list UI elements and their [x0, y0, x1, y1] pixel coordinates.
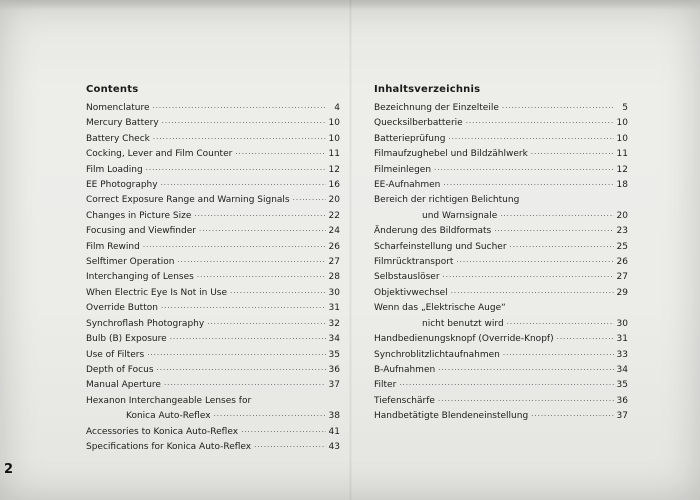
toc-entry-title: When Electric Eye Is Not in Use — [86, 287, 228, 298]
toc-entry — [374, 240, 628, 255]
toc-entry-title: Film Loading — [86, 164, 143, 175]
toc-entry — [374, 378, 628, 393]
dot-leader — [502, 101, 615, 116]
dot-leader — [207, 317, 325, 332]
toc-entry-page: 35 — [616, 380, 628, 391]
toc-entry — [374, 101, 628, 116]
toc-entry — [374, 301, 628, 332]
toc-entry-page: 25 — [616, 241, 628, 252]
toc-entry-page: 10 — [616, 133, 628, 144]
toc-entry — [374, 270, 628, 285]
toc-entry-title: EE-Aufnahmen — [374, 180, 441, 191]
toc-entry — [86, 440, 340, 455]
contents-list — [86, 101, 340, 455]
dot-leader — [507, 317, 614, 332]
toc-entry — [374, 409, 628, 424]
toc-entry — [86, 224, 340, 239]
toc-entry-title: Interchanging of Lenses — [86, 272, 194, 283]
toc-entry-page: 26 — [328, 241, 340, 252]
dot-leader — [443, 270, 614, 285]
toc-entry-title: Filmeinlegen — [374, 164, 432, 175]
toc-entry-title: Depth of Focus — [86, 364, 154, 375]
toc-entry — [374, 394, 628, 409]
toc-entry-title: Filmaufzughebel und Bildzählwerk — [374, 149, 528, 160]
dot-leader — [500, 209, 613, 224]
toc-entry-title: Synchroblitzlichtaufnahmen — [374, 349, 500, 360]
toc-entry — [374, 348, 628, 363]
dot-leader — [451, 286, 614, 301]
toc-entry-page: 28 — [328, 272, 340, 283]
toc-entry-title: Manual Aperture — [86, 380, 161, 391]
toc-entry — [86, 425, 340, 440]
toc-entry-page: 41 — [328, 426, 340, 437]
dot-leader — [146, 163, 326, 178]
toc-entry-page: 43 — [328, 441, 340, 452]
toc-entry-page: 4 — [334, 103, 340, 113]
toc-entry-page: 31 — [616, 334, 628, 345]
toc-entry — [374, 286, 628, 301]
toc-entry-title: Tiefenschärfe — [374, 395, 435, 406]
dot-leader — [214, 409, 326, 424]
toc-entry — [86, 193, 340, 208]
toc-entry — [86, 286, 340, 301]
toc-entry-page: 11 — [616, 149, 628, 160]
dot-leader — [254, 440, 325, 455]
toc-entry-page: 27 — [616, 272, 628, 283]
toc-entry-page: 30 — [328, 287, 340, 298]
toc-entry-page: 34 — [616, 364, 628, 375]
toc-entry-title: B-Aufnahmen — [374, 364, 436, 375]
dot-leader — [448, 132, 613, 147]
dot-leader — [197, 270, 326, 285]
toc-entry-page: 10 — [328, 133, 340, 144]
toc-entry-title: Cocking, Lever and Film Counter — [86, 149, 233, 160]
toc-entry-title: Focusing and Viewfinder — [86, 226, 196, 237]
toc-entry — [86, 147, 340, 162]
dot-leader — [503, 348, 614, 363]
toc-entry-page: 12 — [328, 164, 340, 175]
dot-leader — [438, 363, 613, 378]
dot-leader — [235, 147, 325, 162]
toc-entry-title: Filmrücktransport — [374, 257, 454, 268]
toc-entry-page: 22 — [328, 210, 340, 221]
toc-entry-title: Handbetätigte Blendeneinstellung — [374, 411, 529, 422]
toc-entry — [86, 101, 340, 116]
toc-entry-page: 36 — [616, 395, 628, 406]
toc-entry-page: 11 — [328, 149, 340, 160]
toc-entry-page: 10 — [328, 118, 340, 129]
toc-entry — [86, 209, 340, 224]
dot-leader — [456, 255, 613, 270]
inhaltsverzeichnis-column — [374, 82, 628, 425]
toc-entry — [86, 363, 340, 378]
toc-entry — [374, 178, 628, 193]
toc-entry — [86, 378, 340, 393]
toc-entry-title: Bulb (B) Exposure — [86, 334, 167, 345]
dot-leader — [531, 147, 614, 162]
dot-leader — [147, 348, 325, 363]
toc-entry-title: Batterieprüfung — [374, 133, 446, 144]
toc-entry-title: Accessories to Konica Auto-Reflex — [86, 426, 239, 437]
toc-entry — [374, 163, 628, 178]
dot-leader — [162, 116, 326, 131]
toc-entry-title: Bereich der richtigen Belichtung — [374, 195, 520, 206]
dot-leader — [434, 163, 614, 178]
toc-entry — [374, 332, 628, 347]
dot-leader — [443, 178, 613, 193]
toc-entry — [374, 116, 628, 131]
toc-entry-title: Battery Check — [86, 133, 150, 144]
toc-entry — [374, 363, 628, 378]
dot-leader — [164, 378, 326, 393]
toc-entry-title: Changes in Picture Size — [86, 210, 192, 221]
toc-entry — [86, 348, 340, 363]
contents-heading: Contents — [86, 84, 139, 95]
dot-leader — [170, 332, 326, 347]
dot-leader — [466, 116, 614, 131]
toc-entry — [86, 240, 340, 255]
toc-entry — [86, 178, 340, 193]
dot-leader — [230, 286, 326, 301]
dot-leader — [161, 301, 326, 316]
page-number: 2 — [4, 462, 14, 477]
toc-entry-page: 32 — [328, 318, 340, 329]
toc-entry — [86, 332, 340, 347]
toc-entry-subtitle: Konica Auto-Reflex — [126, 411, 211, 422]
toc-entry-page: 5 — [622, 103, 628, 113]
dot-leader — [143, 240, 326, 255]
toc-entry — [374, 147, 628, 162]
toc-entry-page: 10 — [616, 118, 628, 129]
toc-entry-title: Selbstauslöser — [374, 272, 440, 283]
toc-entry-title: Synchroflash Photography — [86, 318, 205, 329]
toc-entry-title: Mercury Battery — [86, 118, 159, 129]
toc-entry — [86, 116, 340, 131]
toc-entry — [86, 394, 340, 425]
toc-entry-title: Override Button — [86, 303, 158, 314]
dot-leader — [153, 132, 326, 147]
toc-entry-page: 31 — [328, 303, 340, 314]
dot-leader — [157, 363, 326, 378]
toc-entry-title: Filter — [374, 380, 397, 391]
page-fold — [349, 0, 352, 500]
toc-entry-page: 37 — [616, 411, 628, 422]
toc-entry-page: 38 — [328, 411, 340, 422]
toc-entry-page: 35 — [328, 349, 340, 360]
toc-entry-title: Wenn das „Elektrische Auge“ — [374, 303, 506, 314]
toc-entry-title: Specifications for Konica Auto-Reflex — [86, 441, 252, 452]
toc-entry-title: Film Rewind — [86, 241, 140, 252]
inhaltsverzeichnis-heading: Inhaltsverzeichnis — [374, 84, 481, 95]
toc-entry — [374, 132, 628, 147]
dot-leader — [199, 224, 326, 239]
dot-leader — [177, 255, 325, 270]
dot-leader — [241, 425, 325, 440]
dot-leader — [510, 240, 614, 255]
toc-entry-title: Hexanon Interchangeable Lenses for — [86, 395, 252, 406]
toc-entry-page: 36 — [328, 364, 340, 375]
toc-entry — [86, 132, 340, 147]
toc-entry-page: 24 — [328, 226, 340, 237]
toc-entry — [86, 163, 340, 178]
dot-leader — [194, 209, 325, 224]
toc-entry-page: 27 — [328, 257, 340, 268]
toc-entry-page: 16 — [328, 180, 340, 191]
toc-entry-subtitle: und Warnsignale — [422, 210, 498, 221]
toc-entry-title: Selftimer Operation — [86, 257, 175, 268]
inhaltsverzeichnis-list — [374, 101, 628, 425]
dot-leader — [161, 178, 326, 193]
toc-entry-title: Objektivwechsel — [374, 287, 448, 298]
toc-entry-page: 33 — [616, 349, 628, 360]
dot-leader — [293, 193, 326, 208]
dot-leader — [438, 394, 614, 409]
toc-entry-page: 29 — [616, 287, 628, 298]
toc-entry-page: 20 — [328, 195, 340, 206]
toc-entry-title: Nomenclature — [86, 103, 150, 113]
dot-leader — [557, 332, 614, 347]
contents-column — [86, 82, 340, 455]
toc-entry-title: Änderung des Bildformats — [374, 226, 492, 237]
toc-entry-page: 23 — [616, 226, 628, 237]
toc-entry — [86, 270, 340, 285]
toc-entry-title: Quecksilberbatterie — [374, 118, 463, 129]
toc-entry-page: 37 — [328, 380, 340, 391]
toc-entry-title: Correct Exposure Range and Warning Signals — [86, 195, 290, 206]
toc-entry-title: Bezeichnung der Einzelteile — [374, 103, 499, 113]
dot-leader — [399, 378, 613, 393]
toc-entry-page: 12 — [616, 164, 628, 175]
toc-entry — [374, 193, 628, 224]
toc-entry — [374, 224, 628, 239]
toc-entry — [374, 255, 628, 270]
toc-entry-page: 18 — [616, 180, 628, 191]
toc-entry-page: 30 — [616, 318, 628, 329]
toc-entry-title: Handbedienungsknopf (Override-Knopf) — [374, 334, 554, 345]
toc-entry-page: 26 — [616, 257, 628, 268]
dot-leader — [152, 101, 327, 116]
toc-entry-page: 20 — [616, 210, 628, 221]
toc-entry — [86, 301, 340, 316]
toc-entry-title: Scharfeinstellung und Sucher — [374, 241, 507, 252]
toc-entry — [86, 255, 340, 270]
dot-leader — [494, 224, 613, 239]
toc-entry — [86, 317, 340, 332]
dot-leader — [531, 409, 613, 424]
toc-entry-subtitle: nicht benutzt wird — [422, 318, 504, 329]
toc-entry-title: Use of Filters — [86, 349, 145, 360]
toc-entry-title: EE Photography — [86, 180, 158, 191]
toc-entry-page: 34 — [328, 334, 340, 345]
